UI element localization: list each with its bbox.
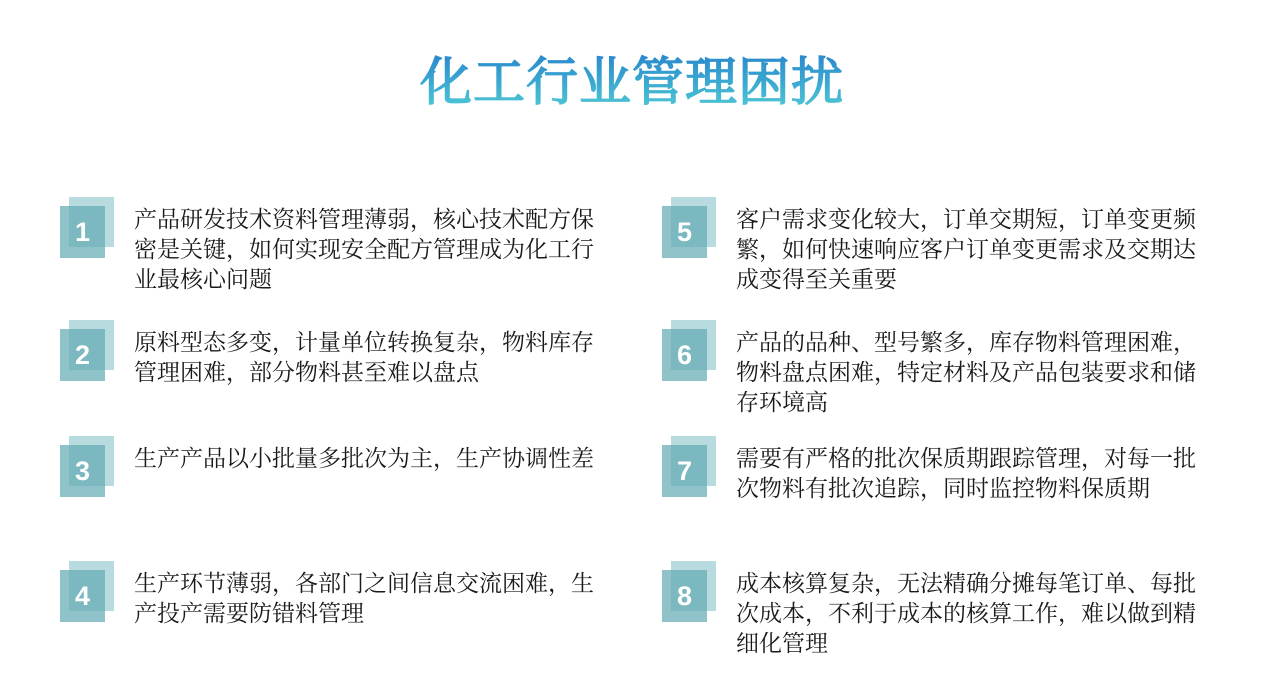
item-number-badge (60, 197, 114, 258)
item-text: 原料型态多变，计量单位转换复杂，物料库存管理困难，部分物料甚至难以盘点 (134, 329, 594, 385)
trouble-item-4 (60, 561, 622, 628)
trouble-item-1 (60, 197, 622, 294)
badge-front-square (662, 445, 707, 497)
badge-front-square (60, 445, 105, 497)
trouble-item-6 (662, 320, 1224, 417)
item-text: 生产环节薄弱，各部门之间信息交流困难，生产投产需要防错料管理 (134, 570, 594, 626)
item-text: 成本核算复杂，无法精确分摊每笔订单、每批次成本，不利于成本的核算工作，难以做到精细化管理 (736, 570, 1196, 656)
trouble-item-7 (662, 436, 1224, 503)
item-text: 生产产品以小批量多批次为主，生产协调性差 (134, 445, 594, 471)
item-text: 产品研发技术资料管理薄弱，核心技术配方保密是关键，如何实现安全配方管理成为化工行业最核心问题 (134, 206, 594, 292)
item-number: 6 (676, 339, 693, 370)
badge-front-square (662, 329, 707, 381)
badge-front-square (662, 570, 707, 622)
item-number: 4 (74, 580, 91, 611)
item-number: 5 (676, 216, 693, 247)
item-number-badge (60, 320, 114, 381)
item-number-badge (662, 436, 716, 497)
trouble-item-2 (60, 320, 622, 387)
item-number-badge (662, 197, 716, 258)
item-number: 3 (74, 455, 91, 486)
page-title: 化工行业管理困扰 (0, 52, 1264, 114)
item-number-badge (662, 320, 716, 381)
item-number-badge (662, 561, 716, 622)
trouble-item-3 (60, 436, 622, 497)
item-number: 8 (676, 580, 693, 611)
badge-front-square (60, 329, 105, 381)
item-number: 1 (74, 216, 91, 247)
item-text: 客户需求变化较大，订单交期短，订单变更频繁，如何快速响应客户订单变更需求及交期达成变得至关重要 (736, 206, 1196, 292)
item-text: 需要有严格的批次保质期跟踪管理，对每一批次物料有批次追踪，同时监控物料保质期 (736, 445, 1196, 501)
item-number: 2 (74, 339, 91, 370)
item-number: 7 (676, 455, 693, 486)
badge-front-square (662, 206, 707, 258)
badge-front-square (60, 206, 105, 258)
trouble-item-5 (662, 197, 1224, 294)
item-number-badge (60, 436, 114, 497)
item-text: 产品的品种、型号繁多，库存物料管理困难，物料盘点困难，特定材料及产品包装要求和储存环境高 (736, 329, 1196, 415)
item-number-badge (60, 561, 114, 622)
trouble-item-8 (662, 561, 1224, 658)
badge-front-square (60, 570, 105, 622)
